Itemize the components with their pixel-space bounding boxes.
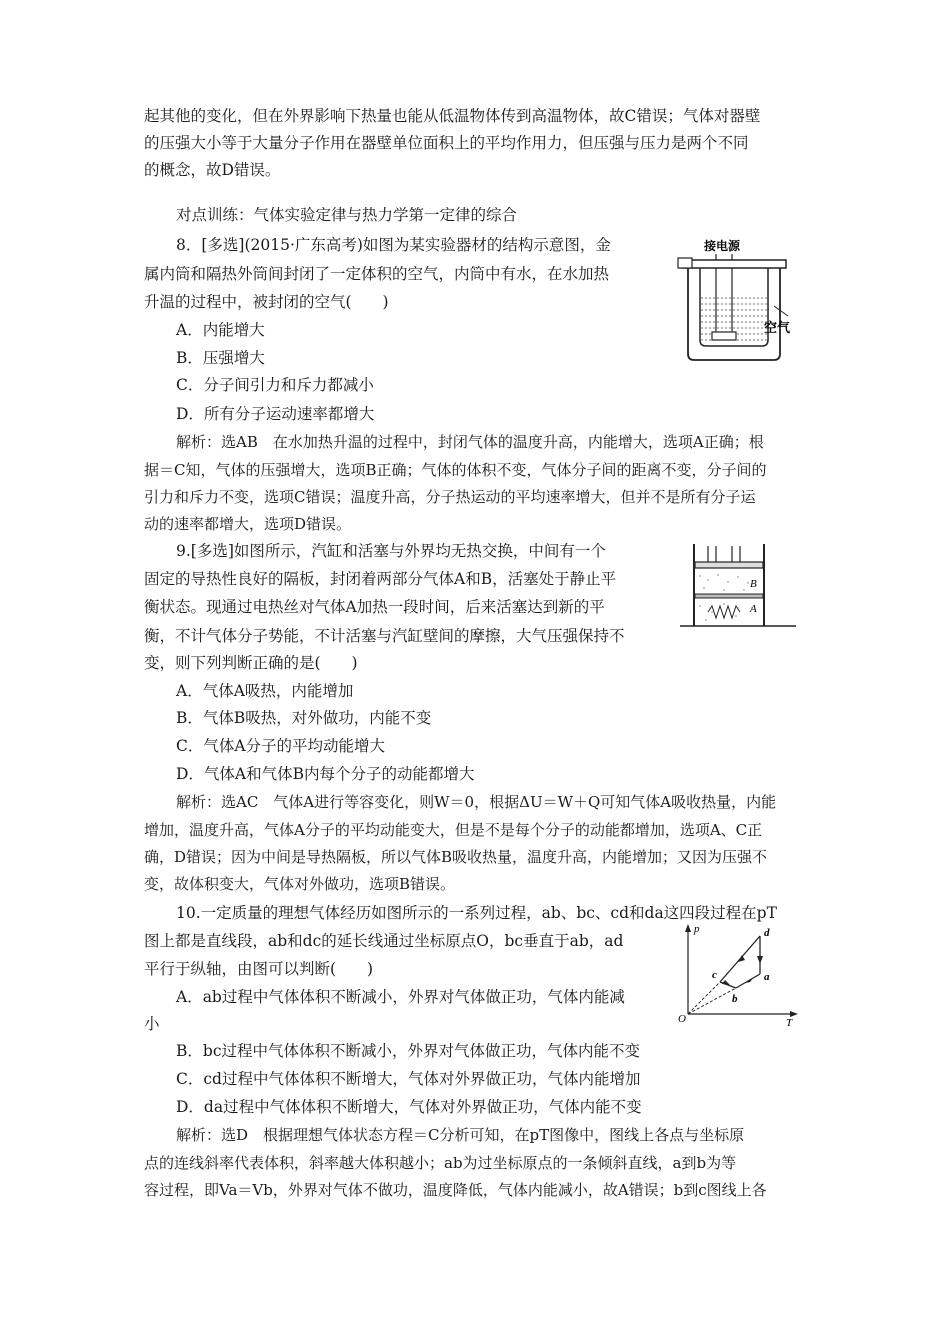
origin-label: O [678,1013,686,1025]
option-c: C．cd过程中气体体积不断增大，气体对外界做正功，气体内能增加 [176,1070,641,1088]
option-c: C．气体A分子的平均动能增大 [176,737,386,755]
question-8-stem: 升温的过程中，被封闭的空气( ) [144,293,389,311]
question-8-stem: 8．[多选](2015·广东高考)如图为某实验器材的结构示意图，金 [176,236,611,254]
fig1-label-top: 接电源 [704,239,741,253]
figure-heater-vessel [676,236,802,368]
question-10-stem: 图上都是直线段，ab和dc的延长线通过坐标原点O，bc垂直于ab，ad [144,932,624,950]
section-heading: 对点训练：气体实验定律与热力学第一定律的综合 [176,206,518,224]
question-9-stem: 衡，不计气体分子势能，不计活塞与汽缸壁间的摩擦，大气压强保持不 [144,627,625,645]
answer-8: 引力和斥力不变，选项C错误；温度升高，分子热运动的平均速率增大，但并不是所有分子运 [144,488,756,506]
option-a: A．ab过程中气体体积不断减小，外界对气体做正功，气体内能减 [176,988,625,1006]
question-10-stem: 10.一定质量的理想气体经历如图所示的一系列过程，ab、bc、cd和da这四段过程在pT [176,904,777,922]
option-c: C．分子间引力和斥力都减小 [176,376,374,394]
point-a-label: a [764,971,770,983]
answer-10: 容过程，即Va＝Vb，外界对气体不做功，温度降低，气体内能减小，故A错误；b到c图线上各 [144,1181,767,1199]
question-9-stem: 固定的导热性良好的隔板，封闭着两部分气体A和B，活塞处于静止平 [144,570,617,588]
option-a: A．气体A吸热，内能增加 [176,682,354,700]
fig1-label-air: 空气 [764,320,791,335]
question-8-stem: 属内筒和隔热外筒间封闭了一定体积的空气，内筒中有水，在水加热 [144,265,610,283]
fig2-label-b: B [750,578,757,590]
answer-9: 确，D错误；因为中间是导热隔板，所以气体B吸收热量，温度升高，内能增加；又因为压强不 [144,848,768,866]
answer-10: 解析：选D 根据理想气体状态方程＝C分析可知，在pT图像中，图线上各点与坐标原 [176,1126,745,1144]
option-a: A．内能增大 [176,321,265,339]
answer-8: 动的速率都增大，选项D错误。 [144,515,352,533]
figure-cylinder-piston [678,540,802,636]
option-b: B．bc过程中气体体积不断减小，外界对气体做正功，气体内能不变 [176,1042,640,1060]
option-d: D．气体A和气体B内每个分子的动能都增大 [176,765,475,783]
answer-8: 据＝C知，气体的压强增大，选项B正确；气体的体积不变，气体分子间的距离不变，分子间的 [144,461,767,479]
question-9-stem: 衡状态。现通过电热丝对气体A加热一段时间，后来活塞达到新的平 [144,598,605,616]
text-line: 起其他的变化，但在外界影响下热量也能从低温物体传到高温物体，故C错误；气体对器壁 [144,107,761,125]
question-9-stem: 变，则下列判断正确的是( ) [144,654,358,672]
axis-p-label: p [694,923,700,935]
option-a-cont: 小 [144,1015,160,1033]
option-d: D．所有分子运动速率都增大 [176,405,375,423]
answer-10: 点的连线斜率代表体积，斜率越大体积越小；ab为过坐标原点的一条倾斜直线，a到b为等 [144,1154,737,1172]
text-line: 的压强大小等于大量分子作用在器壁单位面积上的平均作用力，但压强与压力是两个不同 [144,134,749,152]
axis-t-label: T [786,1017,793,1026]
text-line: 的概念，故D错误。 [144,161,281,179]
point-b-label: b [732,993,738,1005]
option-d: D．da过程中气体体积不断增大，气体对外界做正功，气体内能不变 [176,1098,642,1116]
answer-9: 解析：选AC 气体A进行等容变化，则W＝0，根据ΔU＝W＋Q可知气体A吸收热量，内能 [176,793,777,811]
point-d-label: d [764,927,770,939]
answer-9: 增加，温度升高，气体A分子的平均动能变大，但是不是每个分子的动能都增加，选项A、C正 [144,821,763,839]
answer-8: 解析：选AB 在水加热升温的过程中，封闭气体的温度升高，内能增大，选项A正确；根 [176,433,764,451]
fig2-label-a: A [750,603,757,615]
option-b: B．气体B吸热，对外做功，内能不变 [176,709,432,727]
answer-9: 变，故体积变大，气体对外做功，选项B错误。 [144,875,456,893]
question-9-stem: 9.[多选]如图所示，汽缸和活塞与外界均无热交换，中间有一个 [176,542,606,560]
figure-pt-diagram [676,922,804,1026]
option-b: B．压强增大 [176,349,265,367]
question-10-stem: 平行于纵轴，由图可以判断( ) [144,960,374,978]
point-c-label: c [712,969,717,981]
